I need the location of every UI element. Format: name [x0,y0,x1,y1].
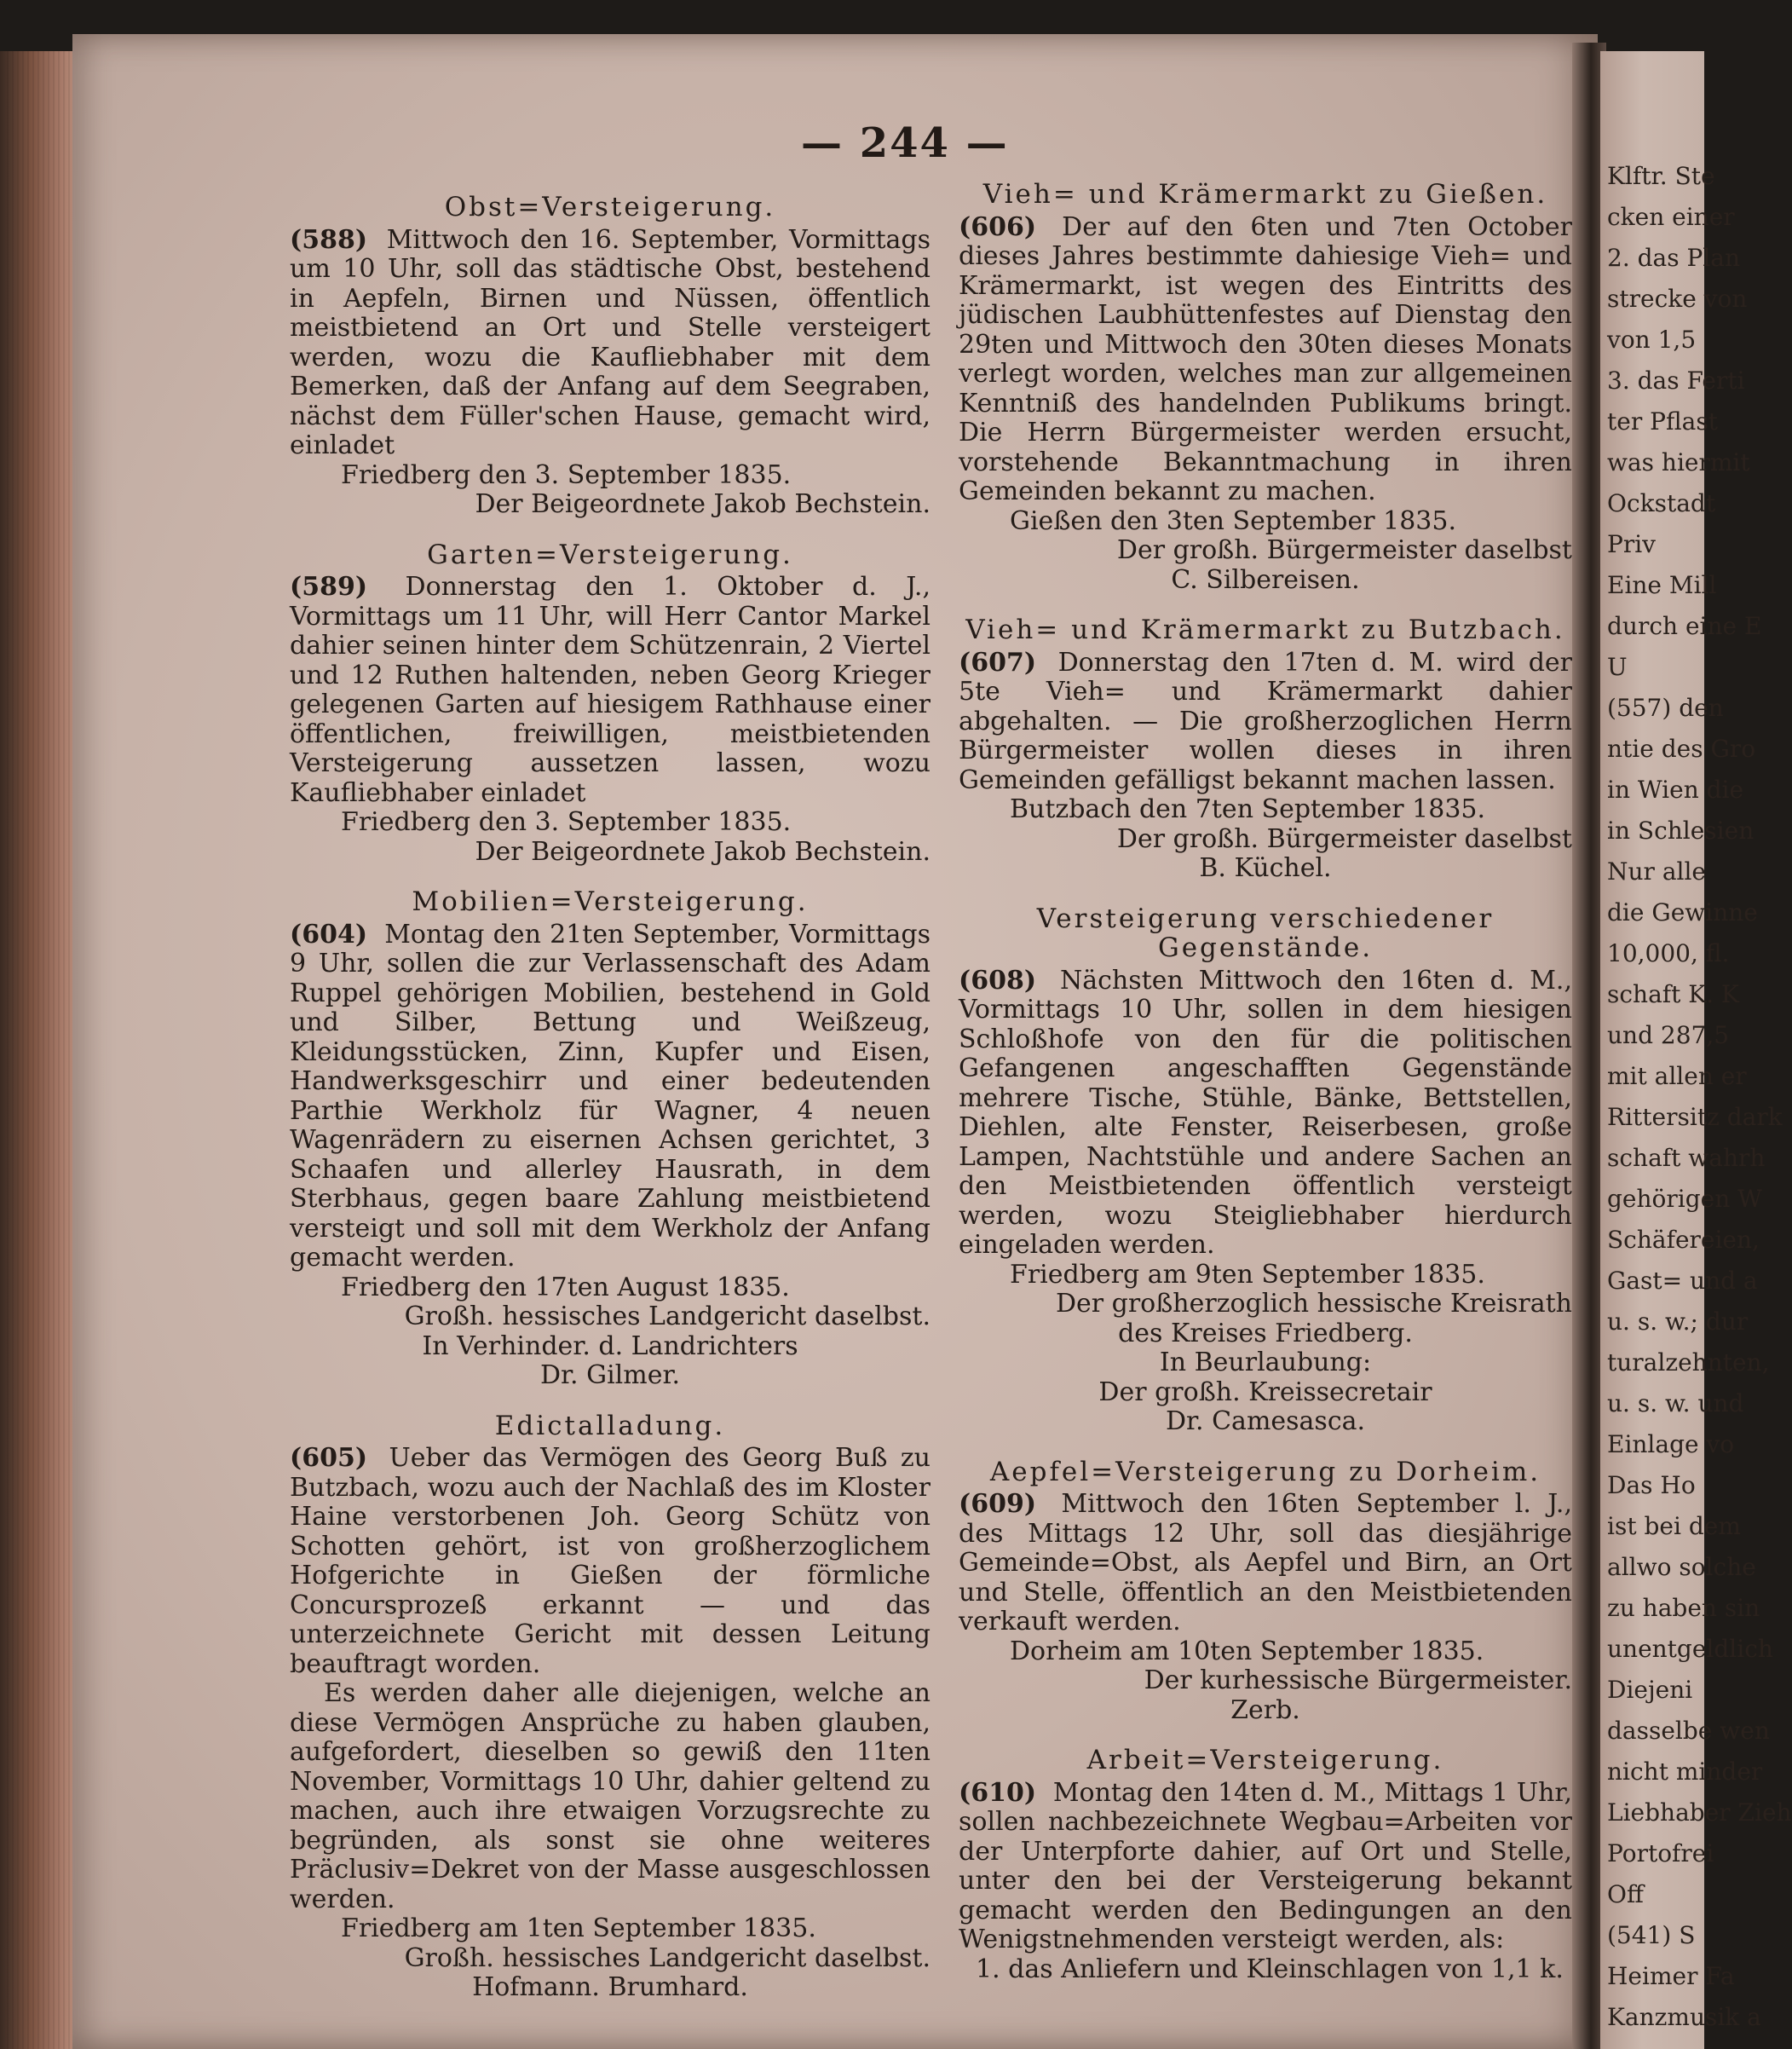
next-page-text-fragment: ntie des Gro [1607,735,1756,763]
notice-signature: In Verhinder. d. Landrichters [422,1330,798,1361]
notice [959,1746,1572,1984]
next-page-text-fragment: gehörigen W [1607,1185,1762,1213]
next-page-text-fragment: Nur alle [1607,857,1706,886]
notice-heading: Mobilien=Versteigerung. [412,886,809,917]
notice-signature: Dr. Gilmer. [539,1360,681,1390]
notice-body: (607) Donnerstag den 17ten d. M. wird der 5te Vieh= und Krämermarkt dahier abgehalten. — Die großherzoglichen Herrn Bürgermeister wollen dieses in ihren Gemeinden gefälligst bekannt machen lassen. [959,647,1572,795]
book-page-edge-lines [7,51,75,2049]
next-page-text-fragment: Liebhaber Zieh [1607,1798,1792,1827]
notice-separator [959,595,1572,610]
next-page-text-fragment: turalzehnten, [1607,1348,1770,1377]
next-page-text-fragment: ter Pflast [1607,407,1718,436]
notice-signature: des Kreises Friedberg. [1118,1318,1413,1348]
notice-body: (610) Montag den 14ten d. M., Mittags 1 Uhr, sollen nachbezeichnete Wegbau=Arbeiten vor der Unterpforte dahier, auf Ort und Stelle, unter den bei der Versteigerung bekannt gemacht werden den Bedingungen an den Wenigstnehmenden versteigt werden, als: [959,1777,1572,1954]
notice [290,1411,931,2003]
next-page-text-fragment: (557) den [1607,694,1724,722]
next-page-text-fragment: Rittersitz dark [1607,1103,1783,1131]
next-page-text-fragment: Ockstadt [1607,489,1716,517]
next-page-text-fragment: schaft wahrh [1607,1144,1766,1172]
notice-heading: Aepfel=Versteigerung zu Dorheim. [989,1456,1541,1487]
next-page-text-fragment: und 287,5 [1607,1021,1730,1049]
next-page-text-fragment: 10,000, fl. [1607,939,1730,967]
notice-signature: Der großh. Bürgermeister daselbst [1116,535,1572,565]
next-page-text-fragment: Off [1607,1880,1644,1908]
notice-body: (588) Mittwoch den 16. September, Vormittags um 10 Uhr, soll das städtische Obst, bestehend in Aepfeln, Birnen und Nüssen, öffentlich meistbietend an Ort und Stelle versteigert werden, wozu die Kaufliebhaber mit dem Bemerken, daß der Anfang auf dem Seegraben, nächst dem Füller'schen Hause, gemacht wird, einladet [290,224,931,460]
notice-signature: B. Küchel. [1199,853,1332,883]
notice [959,1457,1572,1726]
next-page-text-fragment: Portofrei [1607,1839,1714,1867]
next-page-text-fragment: Diejeni [1607,1676,1693,1704]
notice-heading: Vieh= und Krämermarkt zu Butzbach. [965,615,1565,645]
notice-place-date: Dorheim am 10ten September 1835. [1010,1636,1484,1666]
page-number: — 244 — [801,119,1009,167]
notice-signature: Großh. hessisches Landgericht daselbst. [404,1942,931,1973]
notice-number: (608) [959,965,1037,996]
next-page-text-fragment: strecke von [1607,285,1748,313]
notice-place-date: Friedberg den 3. September 1835. [341,459,792,490]
notice-separator [290,520,931,535]
next-page-text-fragment: 3. das Ferti [1607,367,1745,395]
notice-number: (588) [290,224,368,255]
notice-number: (606) [959,211,1037,242]
notice-place-date: Friedberg den 3. September 1835. [341,807,792,837]
next-page-text-fragment: schaft K. K [1607,980,1739,1008]
next-page-text-fragment: Kanzmusik a [1607,2003,1761,2031]
next-page-text-fragment: cken einer [1607,203,1735,231]
next-page-text-fragment: Das Ho [1607,1471,1696,1499]
next-page-text-fragment: ist bei dem [1607,1512,1741,1540]
notice-signature: Der Beigeordnete Jakob Bechstein. [475,489,931,519]
next-page-text-fragment: von 1,5 [1607,326,1697,354]
notice-heading: Vieh= und Krämermarkt zu Gießen. [982,179,1548,210]
next-page-text-fragment: Klftr. Ste [1607,162,1715,190]
notice-place-date: Friedberg am 9ten September 1835. [1010,1259,1485,1290]
notice-number: (604) [290,919,368,949]
next-page-text-fragment: Gast= und a [1607,1267,1758,1295]
notice-number: (605) [290,1443,368,1473]
next-page-text-fragment: in Wien die [1607,776,1744,804]
notice-body: (604) Montag den 21ten September, Vormittags 9 Uhr, sollen die zur Verlassenschaft des Adam Ruppel gehörigen Mobilien, bestehend in Gold und Silber, Bettung und Weißzeug, Kleidungsstücken, Zinn, Kupfer und Eisen, Handwerksgeschirr und einer bedeutenden Parthie Werkholz für Wagner, 4 neuen Wagenrädern zu eisernen Achsen gerichtet, 3 Schaafen und allerley Hausrath, in dem Sterbhaus, gegen baare Zahlung meistbietend versteigt und soll mit dem Werkholz der Anfang gemacht werden. [290,919,931,1273]
next-page-text-fragment: zu haben sin [1607,1594,1760,1622]
next-page-text-fragment: dasselbe wen [1607,1717,1770,1745]
notice-number: (610) [959,1777,1037,1808]
left-column [290,188,931,2003]
notice-body: (605) Ueber das Vermögen des Georg Buß zu Butzbach, wozu auch der Nachlaß des im Kloster Haine verstorbenen Joh. Georg Schütz von Schotten gehört, ist von großherzoglichem Hofgerichte in Gießen der förmliche Concursprozeß erkannt — und das unterzeichnete Gericht mit dessen Leitung beauftragt worden. [290,1443,931,1679]
notice [959,180,1572,595]
notice-signature: Dr. Camesasca. [1165,1406,1366,1436]
next-page-text-fragment: nicht minder [1607,1758,1763,1786]
notice-signature: C. Silbereisen. [1171,564,1360,595]
next-page-text-fragment: Priv [1607,530,1656,558]
next-page-text-fragment: Einlage vo [1607,1430,1735,1458]
next-page-text-fragment: 2. das Plan [1607,244,1741,272]
notice-list-item: 1. das Anliefern und Kleinschlagen von 1,1 k. [976,1954,1564,1984]
notice-place-date: Butzbach den 7ten September 1835. [1010,794,1486,824]
notice-separator [959,1437,1572,1452]
notice-number: (609) [959,1489,1037,1519]
next-page-text-fragment: allwo solche [1607,1553,1756,1581]
notice-heading: Versteigerung verschiedener Gegenstände. [1036,903,1495,963]
notice-body-continued: Es werden daher alle diejenigen, welche an diese Vermögen Ansprüche zu haben glauben, aufgefordert, dieselben so gewiß den 11ten November, Vormittags 10 Uhr, dahier geltend zu machen, auch ihre etwaigen Vorzugsrechte zu begründen, als sonst sie ohne weiteres Präclusiv=Dekret von der Masse ausgeschlossen werden. [290,1678,931,1914]
notice-heading: Obst=Versteigerung. [444,192,776,222]
next-page-text-fragment: Eine Mill [1607,571,1717,599]
notice-heading: Garten=Versteigerung. [427,539,793,570]
notice-signature: Der kurhessische Bürgermeister. [1144,1665,1572,1695]
notice-number: (607) [959,647,1037,678]
notice-signature: Der großherzoglich hessische Kreisrath [1055,1289,1572,1319]
next-page-text-fragment: u. s. w. und [1607,1389,1744,1417]
notice-signature: Der großh. Kreissecretair [1098,1377,1432,1407]
next-page-text-fragment: mit allen er [1607,1062,1747,1090]
next-page-text-fragment: durch eine E [1607,612,1762,640]
next-page-text-fragment: was hiermit [1607,448,1750,476]
notice-heading: Edictalladung. [494,1410,726,1441]
notice-body: (589) Donnerstag den 1. Oktober d. J., Vormittags um 11 Uhr, will Herr Cantor Markel dahier seinen hinter dem Schützenrain, 2 Viertel und 12 Ruthen haltenden, neben Georg Krieger gelegenen Garten auf hiesigem Rathhause einer öffentlichen, freiwilligen, meistbietenden Versteigerung aussetzen lassen, wozu Kaufliebhaber einladet [290,572,931,808]
next-page-text-fragment: unentgeldlich [1607,1635,1773,1663]
notice-place-date: Gießen den 3ten September 1835. [1010,505,1457,536]
notice-signature: Großh. hessisches Landgericht daselbst. [404,1302,931,1331]
notice-place-date: Friedberg am 1ten September 1835. [341,1913,816,1943]
notice-separator [959,884,1572,899]
notice [290,887,931,1391]
next-page-text-fragment: Heimer Fa [1607,1962,1735,1990]
next-page-text-fragment: in Schlesien [1607,817,1755,845]
next-page-text-fragment: (541) S [1607,1921,1696,1949]
notice [290,193,931,520]
notice-separator [959,1725,1572,1740]
notice-heading: Arbeit=Versteigerung. [1086,1745,1444,1775]
notice-signature: In Beurlaubung: [1159,1348,1372,1377]
notice-number: (589) [290,572,368,602]
notice [290,540,931,868]
notice-signature: Der Beigeordnete Jakob Bechstein. [475,836,931,867]
notice [959,615,1572,884]
notice [959,904,1572,1437]
next-page-text-fragment: u. s. w.; dur [1607,1307,1749,1336]
notice-signature: Zerb. [1230,1694,1300,1725]
next-page-text-fragment: U [1607,653,1628,681]
notice-body: (609) Mittwoch den 16ten September l. J., des Mittags 12 Uhr, soll das diesjährige Gemeinde=Obst, als Aepfel und Birn, an Ort und Stelle, öffentlich an den Meistbietenden verkauft werden. [959,1489,1572,1636]
notice-body: (606) Der auf den 6ten und 7ten October dieses Jahres bestimmte dahiesige Vieh= und Krämermarkt, ist wegen des Eintritts des jüdischen Laubhüttenfestes auf Dienstag den 29ten und Mittwoch den 30ten dieses Monats verlegt worden, welches man zur allgemeinen Kenntniß des handelnden Publikums bringt. Die Herrn Bürgermeister werden ersucht, vorstehende Bekanntmachung in ihren Gemeinden bekannt zu machen. [959,211,1572,506]
next-page-fragment [1600,51,1792,2049]
notice-separator [290,867,931,882]
notice-body: (608) Nächsten Mittwoch den 16ten d. M., Vormittags 10 Uhr, sollen in dem hiesigen Schloßhofe von den für die politischen Gefangenen angeschafften Gegenstände mehrere Tische, Stühle, Bänke, Bettstellen, Diehlen, alte Fenster, Reiserbesen, große Lampen, Nachtstühle und andere Sachen an den Meistbietenden öffentlich versteigt werden, wozu Steigliebhaber hierdurch eingeladen werden. [959,965,1572,1260]
next-page-text-fragment: die Gewinne [1607,898,1758,926]
right-column [959,175,1572,1984]
notice-place-date: Friedberg den 17ten August 1835. [341,1272,790,1302]
notice-separator [290,1391,931,1406]
next-page-text-fragment: Schäfereien, [1607,1226,1760,1254]
notice-signature: Der großh. Bürgermeister daselbst [1116,823,1572,854]
notice-signature: Hofmann. Brumhard. [472,1972,748,2002]
